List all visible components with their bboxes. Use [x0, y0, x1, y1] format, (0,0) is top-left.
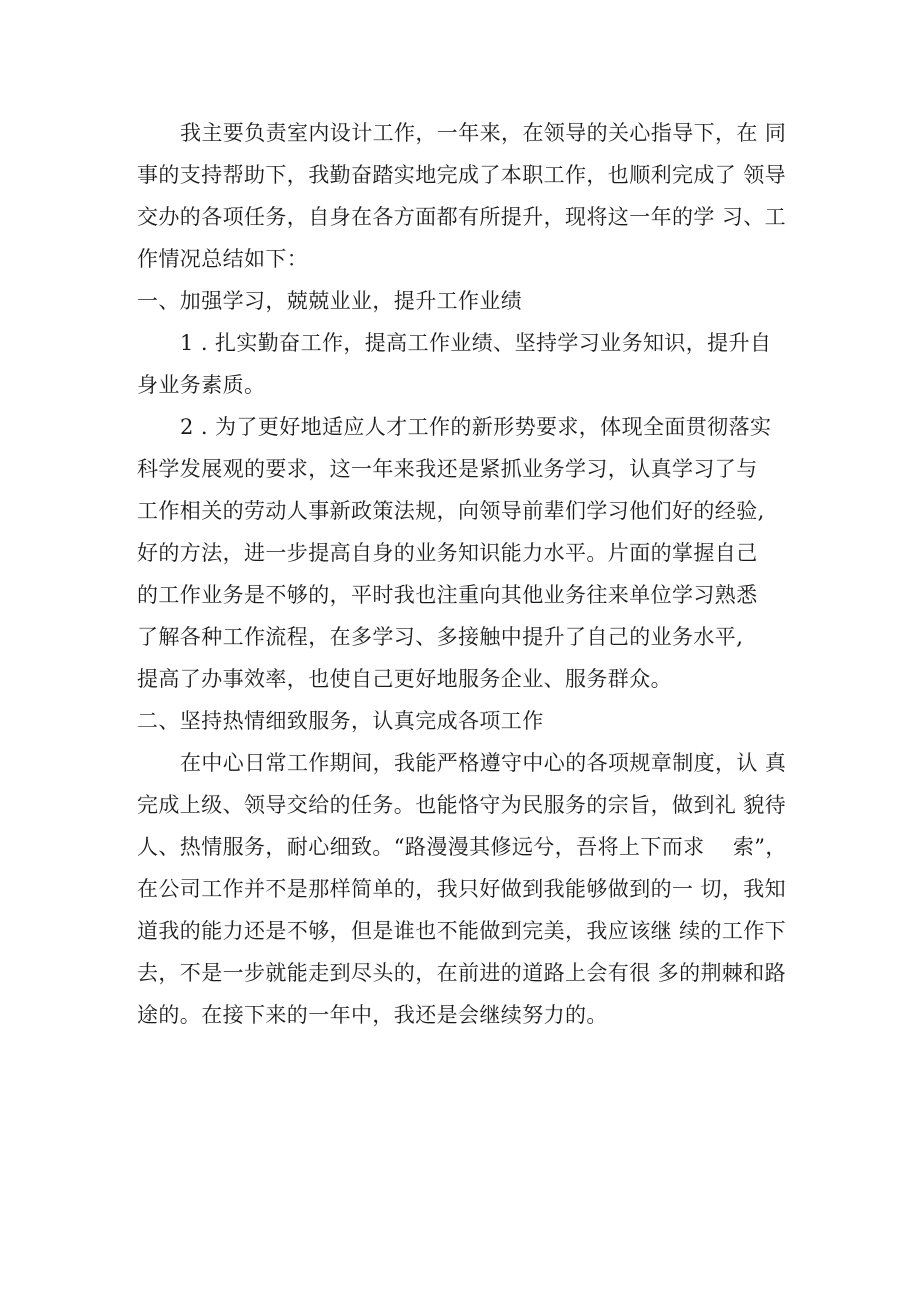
item1-line-2: 身业务素质。 — [137, 373, 266, 397]
intro-line-2: 事的支持帮助下，我勤奋踏实地完成了本职工作，也顺利完成了 领导 — [137, 163, 787, 187]
section2-line-4: 在公司工作并不是那样简单的，我只好做到我能够做到的一 切，我知 — [137, 877, 787, 901]
item2-line-3: 工作相关的劳动人事新政策法规，向领导前辈们学习他们好的经验, — [137, 499, 765, 523]
item2-line-1: 2 . 为了更好地适应人才工作的新形势要求，体现全面贯彻落实 — [180, 415, 772, 439]
section2-line-7: 途的。在接下来的一年中，我还是会继续努力的。 — [137, 1003, 608, 1027]
section2-line-2: 完成上级、领导交给的任务。也能恪守为民服务的宗旨，做到礼 貌待 — [137, 793, 787, 817]
section1-heading: 一、加强学习，兢兢业业，提升工作业绩 — [137, 289, 523, 313]
intro-line-3: 交办的各项任务，自身在各方面都有所提升，现将这一年的学 习、工 — [137, 205, 787, 229]
item2-line-6: 了解各种工作流程，在多学习、多接触中提升了自己的业务水平, — [137, 625, 744, 649]
item2-line-5: 的工作业务是不够的，平时我也注重向其他业务往来单位学习熟悉 — [137, 583, 758, 607]
section2-line-1: 在中心日常工作期间，我能严格遵守中心的各项规章制度，认 真 — [180, 751, 787, 775]
item2-line-4: 好的方法，进一步提高自身的业务知识能力水平。片面的掌握自己 — [137, 541, 758, 565]
section2-heading: 二、坚持热情细致服务，认真完成各项工作 — [137, 709, 544, 733]
section2-line-3: 人、热情服务，耐心细致。“路漫漫其修远兮，吾将上下而求 索”， — [137, 835, 787, 859]
intro-line-4: 作情况总结如下： — [137, 247, 309, 271]
item1-line-1: 1 . 扎实勤奋工作，提高工作业绩、坚持学习业务知识，提升自 — [180, 331, 772, 355]
section2-line-6: 去，不是一步就能走到尽头的，在前进的道路上会有很 多的荆棘和路 — [137, 961, 787, 985]
section2-line-5: 道我的能力还是不够，但是谁也不能做到完美，我应该继 续的工作下 — [137, 919, 787, 943]
intro-line-1: 我主要负责室内设计工作，一年来，在领导的关心指导下，在 同 — [180, 121, 787, 145]
item2-line-2: 科学发展观的要求，这一年来我还是紧抓业务学习，认真学习了与 — [137, 457, 758, 481]
item2-line-7: 提高了办事效率，也使自己更好地服务企业、服务群众。 — [137, 667, 672, 691]
